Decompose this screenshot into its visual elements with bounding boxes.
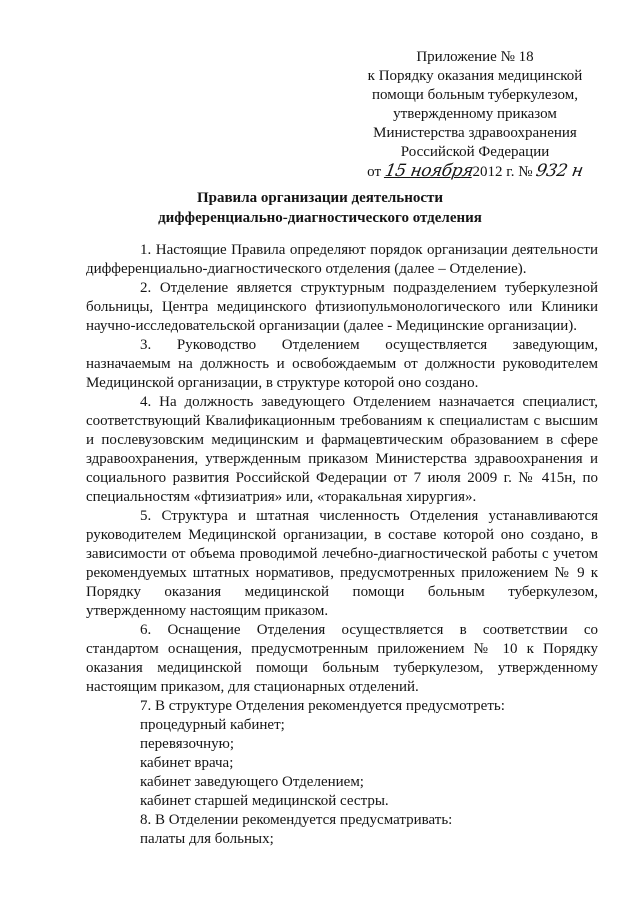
handwritten-order-number: 932 н (534, 161, 585, 181)
paragraph-3: 3. Руководство Отделением осуществляется заведующим, назначаемым на должность и освобождаемым от должности руководителем Медицинской организации, в структуре которой оно создано. (86, 337, 598, 391)
paragraph-7-intro: 7. В структуре Отделения рекомендуется предусмотреть: (140, 698, 505, 714)
from-label: от (367, 164, 381, 180)
order-year: 2012 г. № (472, 164, 533, 180)
appendix-number: Приложение № 18 (416, 49, 534, 65)
paragraph-2: 2. Отделение является структурным подразделением туберкулезной больницы, Центра медицинского фтизиопульмонологического или Клиники научно-исследовательской организации (далее - Медицинские организации). (86, 280, 598, 334)
title-line: дифференциально-диагностического отделения (158, 210, 482, 226)
list-item: палаты для больных; (140, 831, 274, 847)
list-item: кабинет врача; (140, 755, 234, 771)
appendix-order-line: помощи больным туберкулезом, (372, 87, 578, 103)
paragraph-6: 6. Оснащение Отделения осуществляется в соответствии со стандартом оснащения, предусмотренным приложением № 10 к Порядку оказания медицинской помощи больным туберкулезом, утвержденному настоящим приказом, для стационарных отделений. (86, 622, 598, 695)
appendix-order-line: к Порядку оказания медицинской (367, 68, 583, 84)
list-item: перевязочную; (140, 736, 235, 752)
list-item: процедурный кабинет; (140, 717, 285, 733)
appendix-order-line: утвержденному приказом (393, 106, 557, 122)
appendix-federation: Российской Федерации (400, 144, 550, 160)
list-item: кабинет заведующего Отделением; (140, 774, 364, 790)
appendix-ministry: Министерства здравоохранения (373, 125, 577, 141)
paragraph-1: 1. Настоящие Правила определяют порядок организации деятельности дифференциально-диагностического отделения (далее – Отделение). (86, 242, 598, 277)
appendix-header (330, 48, 620, 182)
paragraph-8-intro: 8. В Отделении рекомендуется предусматривать: (140, 812, 453, 828)
document-body (86, 241, 598, 849)
paragraph-4: 4. На должность заведующего Отделением назначается специалист, соответствующий Квалификационным требованиям к специалистам с высшим и послевузовским медицинским и фармацевтическим образованием в сфере здравоохранения, утвержденным приказом Министерства здравоохранения и социального развития Российской Федерации от 7 июля 2009 г. № 415н, по специальностям «фтизиатрия» или, «торакальная хирургия». (86, 394, 598, 505)
list-item: кабинет старшей медицинской сестры. (140, 793, 389, 809)
document-title (0, 188, 640, 228)
appendix-date-line (330, 162, 620, 182)
paragraph-5: 5. Структура и штатная численность Отделения устанавливаются руководителем Медицинской организации, в составе которой оно создано, в зависимости от объема проводимой лечебно-диагностической работы с учетом рекомендуемых штатных нормативов, предусмотренных приложением № 9 к Порядку оказания медицинской помощи больным туберкулезом, утвержденному настоящим приказом. (86, 508, 598, 619)
title-line: Правила организации деятельности (196, 190, 444, 206)
handwritten-date: 15 ноября (383, 161, 475, 181)
